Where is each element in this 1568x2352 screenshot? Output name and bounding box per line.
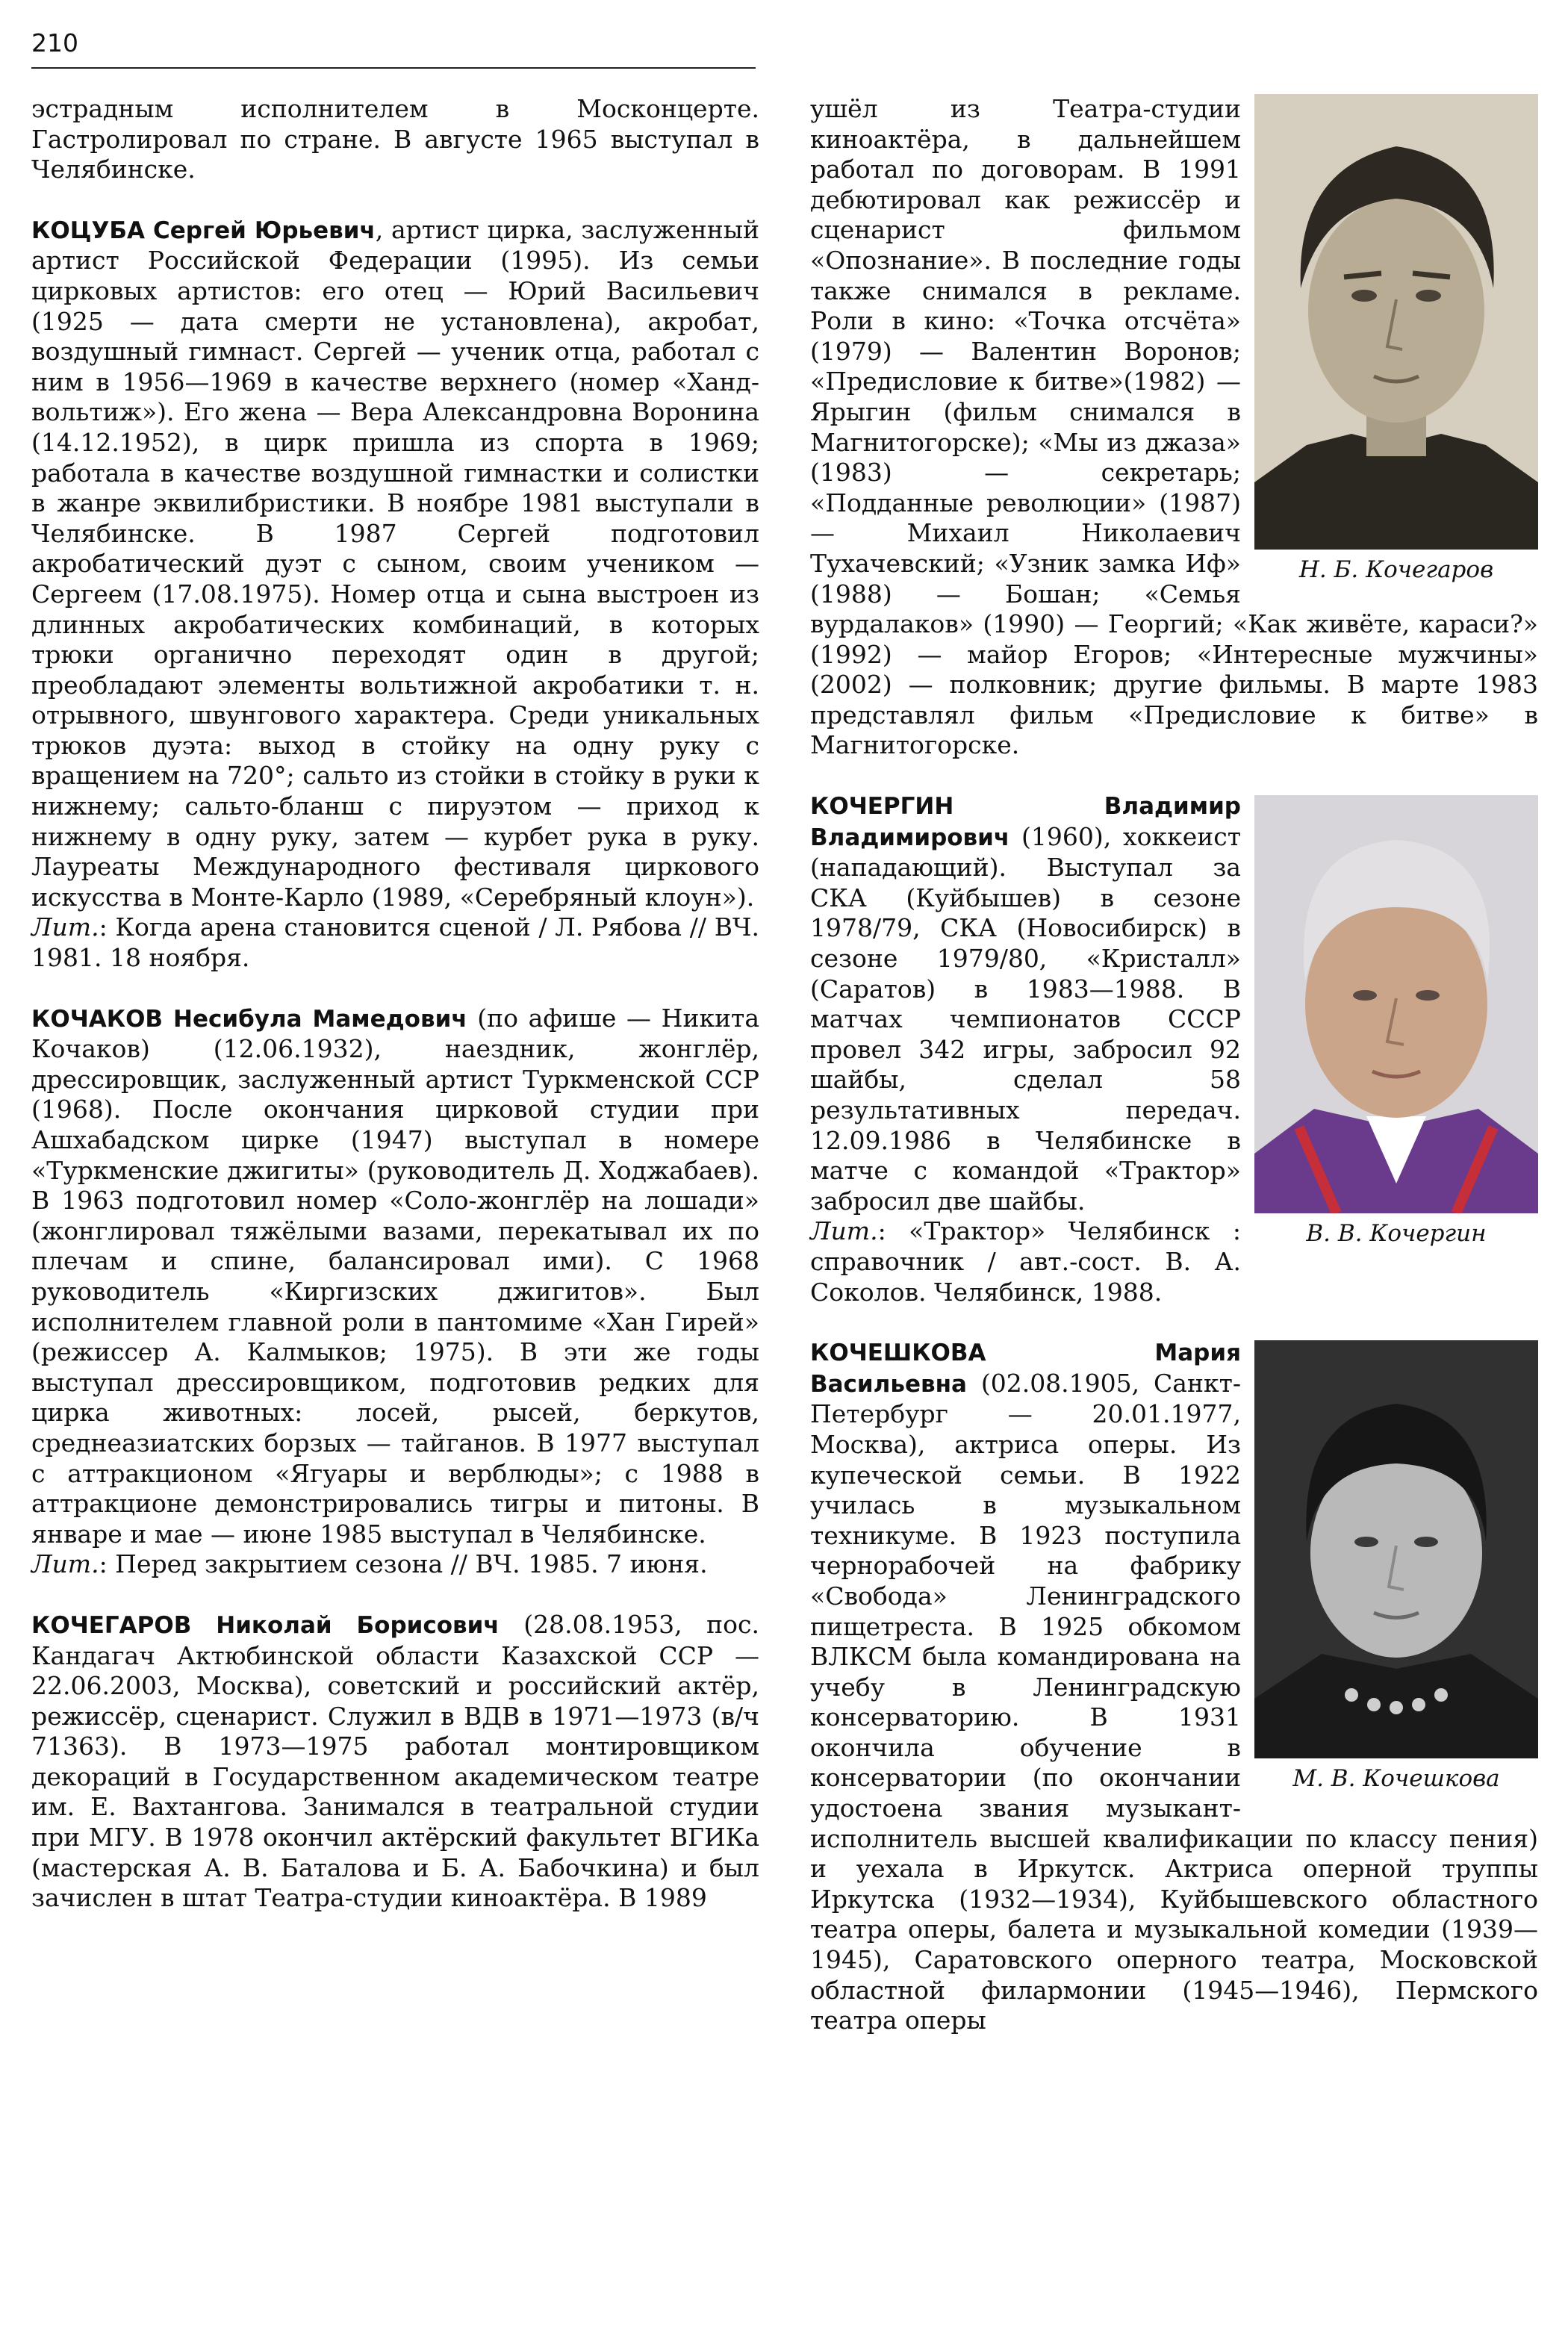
page-number: 210 — [31, 28, 78, 57]
literature-label: Лит. — [31, 912, 99, 942]
entry-text: (28.08.1953, пос. Кандагач Актюбинской области Казахской ССР — 22.06.2003, Москва), советский и российский актёр, режиссёр, сценарист. Служил в ВДВ в 1971—1973 (в/ч 71363). В 1973—1975 работал монтировщиком декораций в Государственном академическом театре им. Е. Вахтангова. Занимался в театральной студии при МГУ. В 1978 окончил актёрский факультет ВГИКа (мастерская А. В. Баталова и Б. А. Бабочкина) и был зачислен в штат Театра-студии киноактёра. В 1989 — [31, 1609, 759, 1913]
entry-heading: КОЧЕГАРОВ Николай Борисович — [31, 1611, 500, 1639]
header-rule — [31, 67, 756, 69]
photo-caption: В. В. Кочергин — [1306, 1220, 1487, 1248]
portrait-kocheshkova-photo — [1254, 1340, 1538, 1758]
figure-kochergin — [1254, 795, 1538, 1248]
entry-kocheshkova — [810, 1337, 1538, 2036]
entry-heading: КОЧЕШКОВА Мария Васильевна — [810, 1340, 1241, 1398]
entry-kochergin — [810, 791, 1538, 1307]
continuation-paragraph: эстрадным исполнителем в Москонцерте. Гастролировал по стране. В августе 1965 выступал в Челябинске. — [31, 94, 759, 184]
literature-reference — [31, 912, 759, 973]
literature-text: : Перед закрытием сезона // ВЧ. 1985. 7 июня. — [99, 1549, 708, 1579]
column-left — [31, 94, 759, 1914]
entry-text: (1960), хоккеист (нападающий). Выступал за СКА (Куйбышев) в сезоне 1978/79, СКА (Новосибирск) в сезоне 1979/80, «Кристалл» (Саратов) в 1983—1988. В матчах чемпионатов СССР провел 342 игры, забросил 92 шайбы, сделал 58 результативных передач. 12.09.1986 в Челябинске в матче с командой «Трактор» забросил две шайбы. — [810, 821, 1241, 1216]
entry-heading: КОЦУБА Сергей Юрьевич — [31, 217, 376, 244]
entry-kochegarov — [31, 1610, 759, 1914]
literature-reference — [31, 1549, 759, 1580]
figure-kocheshkova — [1254, 1340, 1538, 1793]
entry-text: (по афише — Никита Кочаков) (12.06.1932), наездник, жонглёр, дрессировщик, заслуженный артист Туркменской ССР (1968). После окончания цирковой студии при Ашхабадском цирке (1947) выступал в номере «Туркменские джигиты» (руководитель Д. Ходжабаев). В 1963 подготовил номер «Соло-жонглёр на лошади» (жонглировал тяжёлыми вазами, перекатывал их по плечам и спине, балансировал ими). С 1968 руководитель «Киргизских джигитов». Был исполнителем главной роли в пантомиме «Хан Гирей» (режиссер А. Калмыков; 1975). В эти же годы выступал дрессировщиком, подготовив редких для цирка животных: лосей, рысей, беркутов, среднеазиатских борзых — тайганов. В 1977 выступал с аттракционом «Ягуары и верблюды»; с 1988 в аттракционе демонстрировались тигры и питоны. В январе и мае — июне 1985 выступал в Челябинске. — [31, 1003, 759, 1549]
literature-text: : Когда арена становится сценой / Л. Рябова // ВЧ. 1981. 18 ноября. — [31, 912, 759, 973]
column-right — [810, 94, 1538, 2036]
literature-label: Лит. — [810, 1216, 878, 1246]
photo-caption: М. В. Кочешкова — [1292, 1765, 1500, 1793]
literature-label: Лит. — [31, 1549, 99, 1579]
entry-kochakov — [31, 1004, 759, 1580]
entry-text: , артист цирка, заслуженный артист Российской Федерации (1995). Из семьи цирковых артистов: его отец — Юрий Васильевич (1925 — дата смерти не установлена), акробат, воздушный гимнаст. Сергей — ученик отца, работал с ним в 1956—1969 в качестве верхнего (номер «Ханд-вольтиж»). Его жена — Вера Александровна Воронина (14.12.1952), в цирк пришла из спорта в 1969; работала в качестве воздушной гимнастки и солистки в жанре эквилибристики. В ноябре 1981 выступали в Челябинске. В 1987 Сергей подготовил акробатический дуэт с сыном, своим учеником — Сергеем (17.08.1975). Номер отца и сына выстроен из длинных акробатических комбинаций, в которых трюки органично переходят один в другой; преобладают элементы вольтижной акробатики т. н. отрывного, швунгового характера. Среди уникальных трюков дуэта: выход в стойку на одну руку с вращением на 720°; сальто из стойки в стойку в руки к нижнему; сальто-бланш с пируэтом — приход к нижнему в одну руку, затем — курбет рука в руку. Лауреаты Международного фестиваля циркового искусства в Монте-Карло (1989, «Серебряный клоун»). — [31, 214, 760, 912]
entry-heading: КОЧЕРГИН Владимир Владимирович — [810, 793, 1241, 851]
photo-caption: Н. Б. Кочегаров — [1298, 556, 1494, 583]
entry-heading: КОЧАКОВ Несибула Мамедович — [31, 1005, 467, 1033]
portrait-kochegarov-photo — [1254, 94, 1538, 550]
literature-text: : «Трактор» Челябинск : справочник / авт.-сост. В. А. Соколов. Челябинск, 1988. — [810, 1216, 1241, 1307]
entry-kochegarov-continued — [810, 94, 1538, 761]
entry-kotsuba — [31, 215, 759, 974]
entry-text: (02.08.1905, Санкт-Петербург — 20.01.1977, Москва), актриса оперы. Из купеческой семьи. В 1922 училась в музыкальном техникуме. В 1923 поступила чернорабочей на фабрику «Свобода» Ленинградского пищетреста. В 1925 обкомом ВЛКСМ была командирована на учебу в Ленинградскую консерваторию. В 1931 окончила обучение в консерватории (по окончании удостоена звания музыкант-исполнитель высшей квалификации по классу пения) и уехала в Иркутск. Актриса оперной труппы Иркутска (1932—1934), Куйбышевского областного театра оперы, балета и музыкальной комедии (1939—1945), Саратовского оперного театра, Московской областной филармонии (1945—1946), Пермского театра оперы — [810, 1368, 1538, 2035]
figure-kochegarov — [1254, 94, 1538, 584]
portrait-kochergin-photo — [1254, 795, 1538, 1213]
entry-text: ушёл из Театра-студии киноактёра, в дальнейшем работал по договорам. В 1991 дебютировал как режиссёр и сценарист фильмом «Опознание». В последние годы также снимался в рекламе. Роли в кино: «Точка отсчёта» (1979) — Валентин Воронов; «Предисловие к битве»(1982) — Ярыгин (фильм снимался в Магнитогорске); «Мы из джаза» (1983) — секретарь; «Подданные революции» (1987) — Михаил Николаевич Тухачевский; «Узник замка Иф» (1988) — Бошан; «Семья вурдалаков» (1990) — Георгий; «Как живёте, караси?» (1992) — майор Егоров; «Интересные мужчины» (2002) — полковник; другие фильмы. В марте 1983 представлял фильм «Предисловие к битве» в Магнитогорске. — [810, 94, 1538, 760]
